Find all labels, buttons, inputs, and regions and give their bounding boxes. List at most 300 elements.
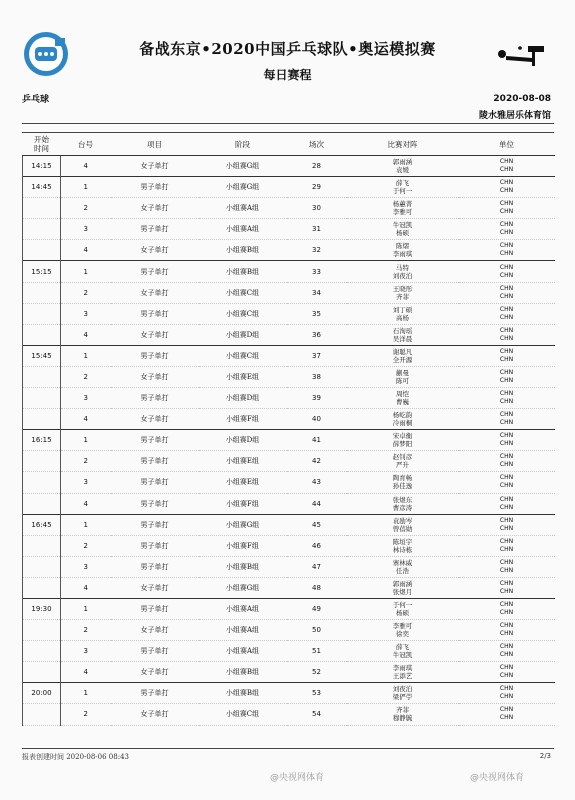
- units-cell: [459, 282, 555, 303]
- player-name: 曹彦涛: [392, 503, 413, 512]
- units-cell: [459, 324, 555, 345]
- player-name: 寨林威: [392, 558, 413, 567]
- player-name: 杨屹韵: [392, 411, 413, 420]
- col-header-stage: 阶段: [199, 133, 287, 156]
- player-name: 陈熠: [396, 242, 409, 251]
- unit-code: CHN: [499, 376, 514, 384]
- units-cell: [459, 577, 555, 598]
- header-divider: [22, 123, 554, 124]
- event-cell: 女子单打: [140, 415, 169, 424]
- unit-code: CHN: [499, 432, 514, 440]
- player-name: 曾蓓勋: [392, 524, 413, 533]
- col-header-event: 项目: [111, 133, 199, 156]
- col-header-time: [23, 133, 61, 156]
- unit-code: CHN: [499, 516, 514, 524]
- player-name: 谢聪凡: [392, 347, 413, 356]
- player-name: 高杨: [396, 313, 409, 322]
- player-name: 袁媛: [396, 166, 409, 175]
- page-number: 2/3: [539, 752, 551, 760]
- table-row: [23, 598, 555, 619]
- players-cell: [347, 683, 459, 704]
- player-name: 王添艺: [392, 672, 413, 681]
- start-time-cell: 20:00: [23, 683, 61, 704]
- watermark: @央视网体育: [270, 773, 325, 783]
- player-name: 杨硕: [396, 609, 409, 618]
- table-row: [23, 662, 555, 683]
- court-cell: 1: [83, 605, 88, 614]
- player-name: 曹巍: [396, 398, 409, 407]
- event-cell: 男子单打: [140, 225, 169, 234]
- players-cell: [347, 514, 459, 535]
- game-number-cell: 37: [312, 351, 321, 360]
- court-cell: 2: [83, 457, 88, 466]
- game-number-cell: 48: [312, 583, 321, 592]
- stage-cell: 小组赛B组: [225, 267, 260, 276]
- table-row: [23, 577, 555, 598]
- start-time-cell: [23, 556, 61, 577]
- players-cell: [347, 219, 459, 240]
- player-name: 薛飞: [396, 643, 409, 652]
- unit-code: CHN: [499, 419, 514, 427]
- player-name: 刘夜泊: [392, 685, 413, 694]
- player-name: 孙佳逸: [392, 482, 413, 491]
- start-time-cell: 14:45: [23, 177, 61, 198]
- game-number-cell: 53: [312, 689, 321, 698]
- player-name: 杨硕: [396, 229, 409, 238]
- table-row: [23, 366, 555, 387]
- game-number-cell: 36: [312, 330, 321, 339]
- unit-code: CHN: [499, 558, 514, 566]
- unit-code: CHN: [499, 347, 514, 355]
- stage-cell: 小组赛C组: [225, 288, 260, 297]
- event-cell: 男子单打: [140, 541, 169, 550]
- event-cell: 男子单打: [140, 562, 169, 571]
- start-time-cell: [23, 324, 61, 345]
- units-cell: [459, 198, 555, 219]
- col-header-match: 比赛对阵: [347, 133, 459, 156]
- player-name: 齐菲: [396, 706, 409, 715]
- stage-cell: 小组赛B组: [225, 246, 260, 255]
- players-cell: [347, 345, 459, 366]
- col-header-time-label: 开始 时间: [34, 135, 49, 153]
- player-name: 任浩: [396, 566, 409, 575]
- start-time-cell: 16:15: [23, 430, 61, 451]
- schedule-table: [22, 133, 555, 726]
- units-cell: [459, 472, 555, 493]
- unit-code: CHN: [499, 334, 514, 342]
- units-cell: [459, 556, 555, 577]
- table-row: [23, 641, 555, 662]
- units-cell: [459, 620, 555, 641]
- event-cell: 女子单打: [140, 583, 169, 592]
- players-cell: [347, 472, 459, 493]
- unit-code: CHN: [499, 685, 514, 693]
- units-cell: [459, 219, 555, 240]
- table-row: [23, 535, 555, 556]
- game-number-cell: 42: [312, 457, 321, 466]
- stage-cell: 小组赛A组: [225, 647, 260, 656]
- player-name: 郭雨涵: [392, 579, 413, 588]
- event-cell: 男子单打: [140, 183, 169, 192]
- unit-code: CHN: [499, 693, 514, 701]
- court-cell: 4: [83, 583, 88, 592]
- unit-code: CHN: [499, 187, 514, 195]
- table-row: [23, 451, 555, 472]
- game-number-cell: 34: [312, 288, 321, 297]
- table-row: [23, 409, 555, 430]
- start-time-cell: [23, 620, 61, 641]
- start-time-cell: [23, 409, 61, 430]
- stage-cell: 小组赛D组: [225, 394, 260, 403]
- start-time-cell: [23, 704, 61, 725]
- col-header-unit: 单位: [459, 133, 555, 156]
- player-name: 王晓彤: [392, 284, 413, 293]
- court-cell: 3: [83, 394, 88, 403]
- start-time-cell: [23, 535, 61, 556]
- table-row: [23, 514, 555, 535]
- court-cell: 2: [83, 541, 88, 550]
- player-name: 全开源: [392, 355, 413, 364]
- event-cell: 男子单打: [140, 351, 169, 360]
- units-cell: [459, 366, 555, 387]
- units-cell: [459, 704, 555, 725]
- stage-cell: 小组赛G组: [225, 183, 260, 192]
- court-cell: 4: [83, 330, 88, 339]
- court-cell: 4: [83, 668, 88, 677]
- players-cell: [347, 641, 459, 662]
- unit-code: CHN: [499, 221, 514, 229]
- game-number-cell: 45: [312, 520, 321, 529]
- unit-code: CHN: [499, 242, 514, 250]
- player-name: 徐奕: [396, 630, 409, 639]
- unit-code: CHN: [499, 368, 514, 376]
- event-cell: 男子单打: [140, 605, 169, 614]
- col-header-court: 台号: [61, 133, 111, 156]
- player-name: 宋卓衡: [392, 432, 413, 441]
- units-cell: [459, 514, 555, 535]
- stage-cell: 小组赛G组: [225, 583, 260, 592]
- start-time-cell: [23, 641, 61, 662]
- start-time-cell: [23, 493, 61, 514]
- player-name: 吴洋晨: [392, 334, 413, 343]
- court-cell: 4: [83, 415, 88, 424]
- unit-code: CHN: [499, 474, 514, 482]
- table-row: [23, 683, 555, 704]
- court-cell: 3: [83, 478, 88, 487]
- game-number-cell: 28: [312, 162, 321, 171]
- player-name: 于何一: [392, 601, 413, 610]
- players-cell: [347, 156, 459, 177]
- event-cell: 女子单打: [140, 204, 169, 213]
- stage-cell: 小组赛E组: [225, 478, 260, 487]
- units-cell: [459, 451, 555, 472]
- game-number-cell: 52: [312, 668, 321, 677]
- game-number-cell: 31: [312, 225, 321, 234]
- stage-cell: 小组赛C组: [225, 309, 260, 318]
- game-number-cell: 32: [312, 246, 321, 255]
- players-cell: [347, 535, 459, 556]
- player-name: 齐菲: [396, 292, 409, 301]
- page-subtitle: 每日赛程: [263, 68, 312, 82]
- event-cell: 男子单打: [140, 478, 169, 487]
- start-time-cell: [23, 282, 61, 303]
- court-cell: 2: [83, 204, 88, 213]
- unit-code: CHN: [499, 461, 514, 469]
- col-header-game: 场次: [287, 133, 347, 156]
- unit-code: CHN: [499, 651, 514, 659]
- units-cell: [459, 683, 555, 704]
- game-number-cell: 47: [312, 562, 321, 571]
- player-name: 李雅可: [392, 208, 413, 217]
- players-cell: [347, 261, 459, 282]
- players-cell: [347, 577, 459, 598]
- court-cell: 1: [83, 267, 88, 276]
- stage-cell: 小组赛B组: [225, 689, 260, 698]
- sport-label: 乒乓球: [22, 95, 50, 105]
- start-time-cell: [23, 219, 61, 240]
- court-cell: 4: [83, 162, 88, 171]
- unit-code: CHN: [499, 313, 514, 321]
- table-row: [23, 493, 555, 514]
- players-cell: [347, 388, 459, 409]
- page-title: 备战东京•2020中国乒乓球队•奥运模拟赛: [139, 40, 436, 58]
- table-row: [23, 282, 555, 303]
- game-number-cell: 33: [312, 267, 321, 276]
- watermark: @央视网体育: [470, 773, 525, 783]
- players-cell: [347, 409, 459, 430]
- footer-divider: [22, 748, 554, 749]
- player-name: 赵钊彦: [392, 453, 413, 462]
- unit-code: CHN: [499, 545, 514, 553]
- players-cell: [347, 704, 459, 725]
- player-name: 蒯曼: [396, 368, 409, 377]
- player-name: 周恺: [396, 390, 409, 399]
- start-time-cell: 19:30: [23, 598, 61, 619]
- table-row: [23, 177, 555, 198]
- players-cell: [347, 493, 459, 514]
- unit-code: CHN: [499, 208, 514, 216]
- unit-code: CHN: [499, 305, 514, 313]
- units-cell: [459, 409, 555, 430]
- stage-cell: 小组赛F组: [226, 499, 259, 508]
- unit-code: CHN: [499, 630, 514, 638]
- unit-code: CHN: [499, 284, 514, 292]
- game-number-cell: 41: [312, 436, 321, 445]
- unit-code: CHN: [499, 453, 514, 461]
- player-name: 薛飞: [396, 179, 409, 188]
- units-cell: [459, 345, 555, 366]
- court-cell: 3: [83, 647, 88, 656]
- unit-code: CHN: [499, 292, 514, 300]
- event-cell: 男子单打: [140, 436, 169, 445]
- stage-cell: 小组赛A组: [225, 204, 260, 213]
- venue-name: 陵水雅居乐体育馆: [478, 111, 551, 121]
- start-time-cell: 16:45: [23, 514, 61, 535]
- event-cell: 男子单打: [140, 309, 169, 318]
- game-number-cell: 30: [312, 204, 321, 213]
- unit-code: CHN: [499, 250, 514, 258]
- event-cell: 男子单打: [140, 394, 169, 403]
- event-cell: 女子单打: [140, 162, 169, 171]
- player-name: 石洵瑶: [392, 326, 413, 335]
- table-row: [23, 240, 555, 261]
- unit-code: CHN: [499, 503, 514, 511]
- table-row: [23, 388, 555, 409]
- court-cell: 1: [83, 436, 88, 445]
- start-time-cell: 15:15: [23, 261, 61, 282]
- stage-cell: 小组赛E组: [225, 372, 260, 381]
- unit-code: CHN: [499, 271, 514, 279]
- start-time-cell: 14:15: [23, 156, 61, 177]
- player-name: 马特: [396, 263, 409, 272]
- event-cell: 女子单打: [140, 246, 169, 255]
- player-name: 郭雨涵: [392, 158, 413, 167]
- game-number-cell: 43: [312, 478, 321, 487]
- players-cell: [347, 556, 459, 577]
- player-name: 刘丁硕: [392, 305, 413, 314]
- game-number-cell: 40: [312, 415, 321, 424]
- event-cell: 男子单打: [140, 689, 169, 698]
- stage-cell: 小组赛E组: [225, 457, 260, 466]
- unit-code: CHN: [499, 390, 514, 398]
- event-cell: 女子单打: [140, 330, 169, 339]
- player-name: 陶育畅: [392, 474, 413, 483]
- units-cell: [459, 156, 555, 177]
- player-name: 薛梦阳: [392, 440, 413, 449]
- player-name: 于何一: [392, 187, 413, 196]
- stage-cell: 小组赛C组: [225, 351, 260, 360]
- game-number-cell: 51: [312, 647, 321, 656]
- event-cell: 男子单打: [140, 457, 169, 466]
- units-cell: [459, 261, 555, 282]
- units-cell: [459, 662, 555, 683]
- player-name: 李雨琪: [392, 664, 413, 673]
- game-number-cell: 38: [312, 372, 321, 381]
- game-number-cell: 54: [312, 710, 321, 719]
- unit-code: CHN: [499, 166, 514, 174]
- court-cell: 1: [83, 520, 88, 529]
- start-time-cell: [23, 240, 61, 261]
- court-cell: 1: [83, 351, 88, 360]
- players-cell: [347, 620, 459, 641]
- unit-code: CHN: [499, 398, 514, 406]
- schedule-date: 2020-08-08: [493, 94, 551, 104]
- stage-cell: 小组赛A组: [225, 225, 260, 234]
- player-name: 冷雨桐: [392, 419, 413, 428]
- units-cell: [459, 303, 555, 324]
- unit-code: CHN: [499, 601, 514, 609]
- court-cell: 2: [83, 710, 88, 719]
- stage-cell: 小组赛D组: [225, 436, 260, 445]
- units-cell: [459, 535, 555, 556]
- unit-code: CHN: [499, 664, 514, 672]
- unit-code: CHN: [499, 609, 514, 617]
- unit-code: CHN: [499, 537, 514, 545]
- table-row: [23, 704, 555, 725]
- player-name: 陈可: [396, 376, 409, 385]
- unit-code: CHN: [499, 355, 514, 363]
- player-name: 林诗栋: [392, 545, 413, 554]
- table-row: [23, 430, 555, 451]
- event-cell: 女子单打: [140, 710, 169, 719]
- unit-code: CHN: [499, 524, 514, 532]
- players-cell: [347, 324, 459, 345]
- player-name: 刘夜泊: [392, 271, 413, 280]
- table-row: [23, 198, 555, 219]
- player-name: 张煜东: [392, 495, 413, 504]
- table-row: [23, 345, 555, 366]
- table-header-row: [23, 133, 555, 156]
- players-cell: [347, 366, 459, 387]
- stage-cell: 小组赛D组: [225, 330, 260, 339]
- units-cell: [459, 388, 555, 409]
- event-cell: 男子单打: [140, 267, 169, 276]
- unit-code: CHN: [499, 263, 514, 271]
- game-number-cell: 39: [312, 394, 321, 403]
- court-cell: 2: [83, 626, 88, 635]
- start-time-cell: [23, 577, 61, 598]
- game-number-cell: 46: [312, 541, 321, 550]
- player-name: 李雨琪: [392, 250, 413, 259]
- unit-code: CHN: [499, 229, 514, 237]
- game-number-cell: 44: [312, 499, 321, 508]
- unit-code: CHN: [499, 672, 514, 680]
- start-time-cell: [23, 451, 61, 472]
- player-name: 牛冠凯: [392, 651, 413, 660]
- players-cell: [347, 240, 459, 261]
- court-cell: 2: [83, 372, 88, 381]
- start-time-cell: [23, 388, 61, 409]
- unit-code: CHN: [499, 440, 514, 448]
- table-row: [23, 219, 555, 240]
- table-row: [23, 156, 555, 177]
- player-name: 袁励岑: [392, 516, 413, 525]
- stage-cell: 小组赛G组: [225, 520, 260, 529]
- players-cell: [347, 303, 459, 324]
- player-name: 杨蕙菁: [392, 200, 413, 209]
- start-time-cell: [23, 662, 61, 683]
- table-row: [23, 620, 555, 641]
- stage-cell: 小组赛G组: [225, 162, 260, 171]
- unit-code: CHN: [499, 714, 514, 722]
- start-time-cell: [23, 472, 61, 493]
- start-time-cell: 15:45: [23, 345, 61, 366]
- player-name: 穆静毓: [392, 714, 413, 723]
- unit-code: CHN: [499, 411, 514, 419]
- table-row: [23, 472, 555, 493]
- player-name: 李雅可: [392, 622, 413, 631]
- court-cell: 3: [83, 309, 88, 318]
- event-cell: 女子单打: [140, 372, 169, 381]
- event-cell: 女子单打: [140, 626, 169, 635]
- players-cell: [347, 430, 459, 451]
- players-cell: [347, 198, 459, 219]
- players-cell: [347, 451, 459, 472]
- unit-code: CHN: [499, 566, 514, 574]
- stage-cell: 小组赛B组: [225, 668, 260, 677]
- start-time-cell: [23, 303, 61, 324]
- players-cell: [347, 598, 459, 619]
- table-row: [23, 303, 555, 324]
- game-number-cell: 49: [312, 605, 321, 614]
- units-cell: [459, 430, 555, 451]
- units-cell: [459, 598, 555, 619]
- court-cell: 1: [83, 183, 88, 192]
- report-created-time: 报表创建时间 2020-08-06 08:43: [22, 753, 129, 761]
- units-cell: [459, 240, 555, 261]
- unit-code: CHN: [499, 579, 514, 587]
- unit-code: CHN: [499, 158, 514, 166]
